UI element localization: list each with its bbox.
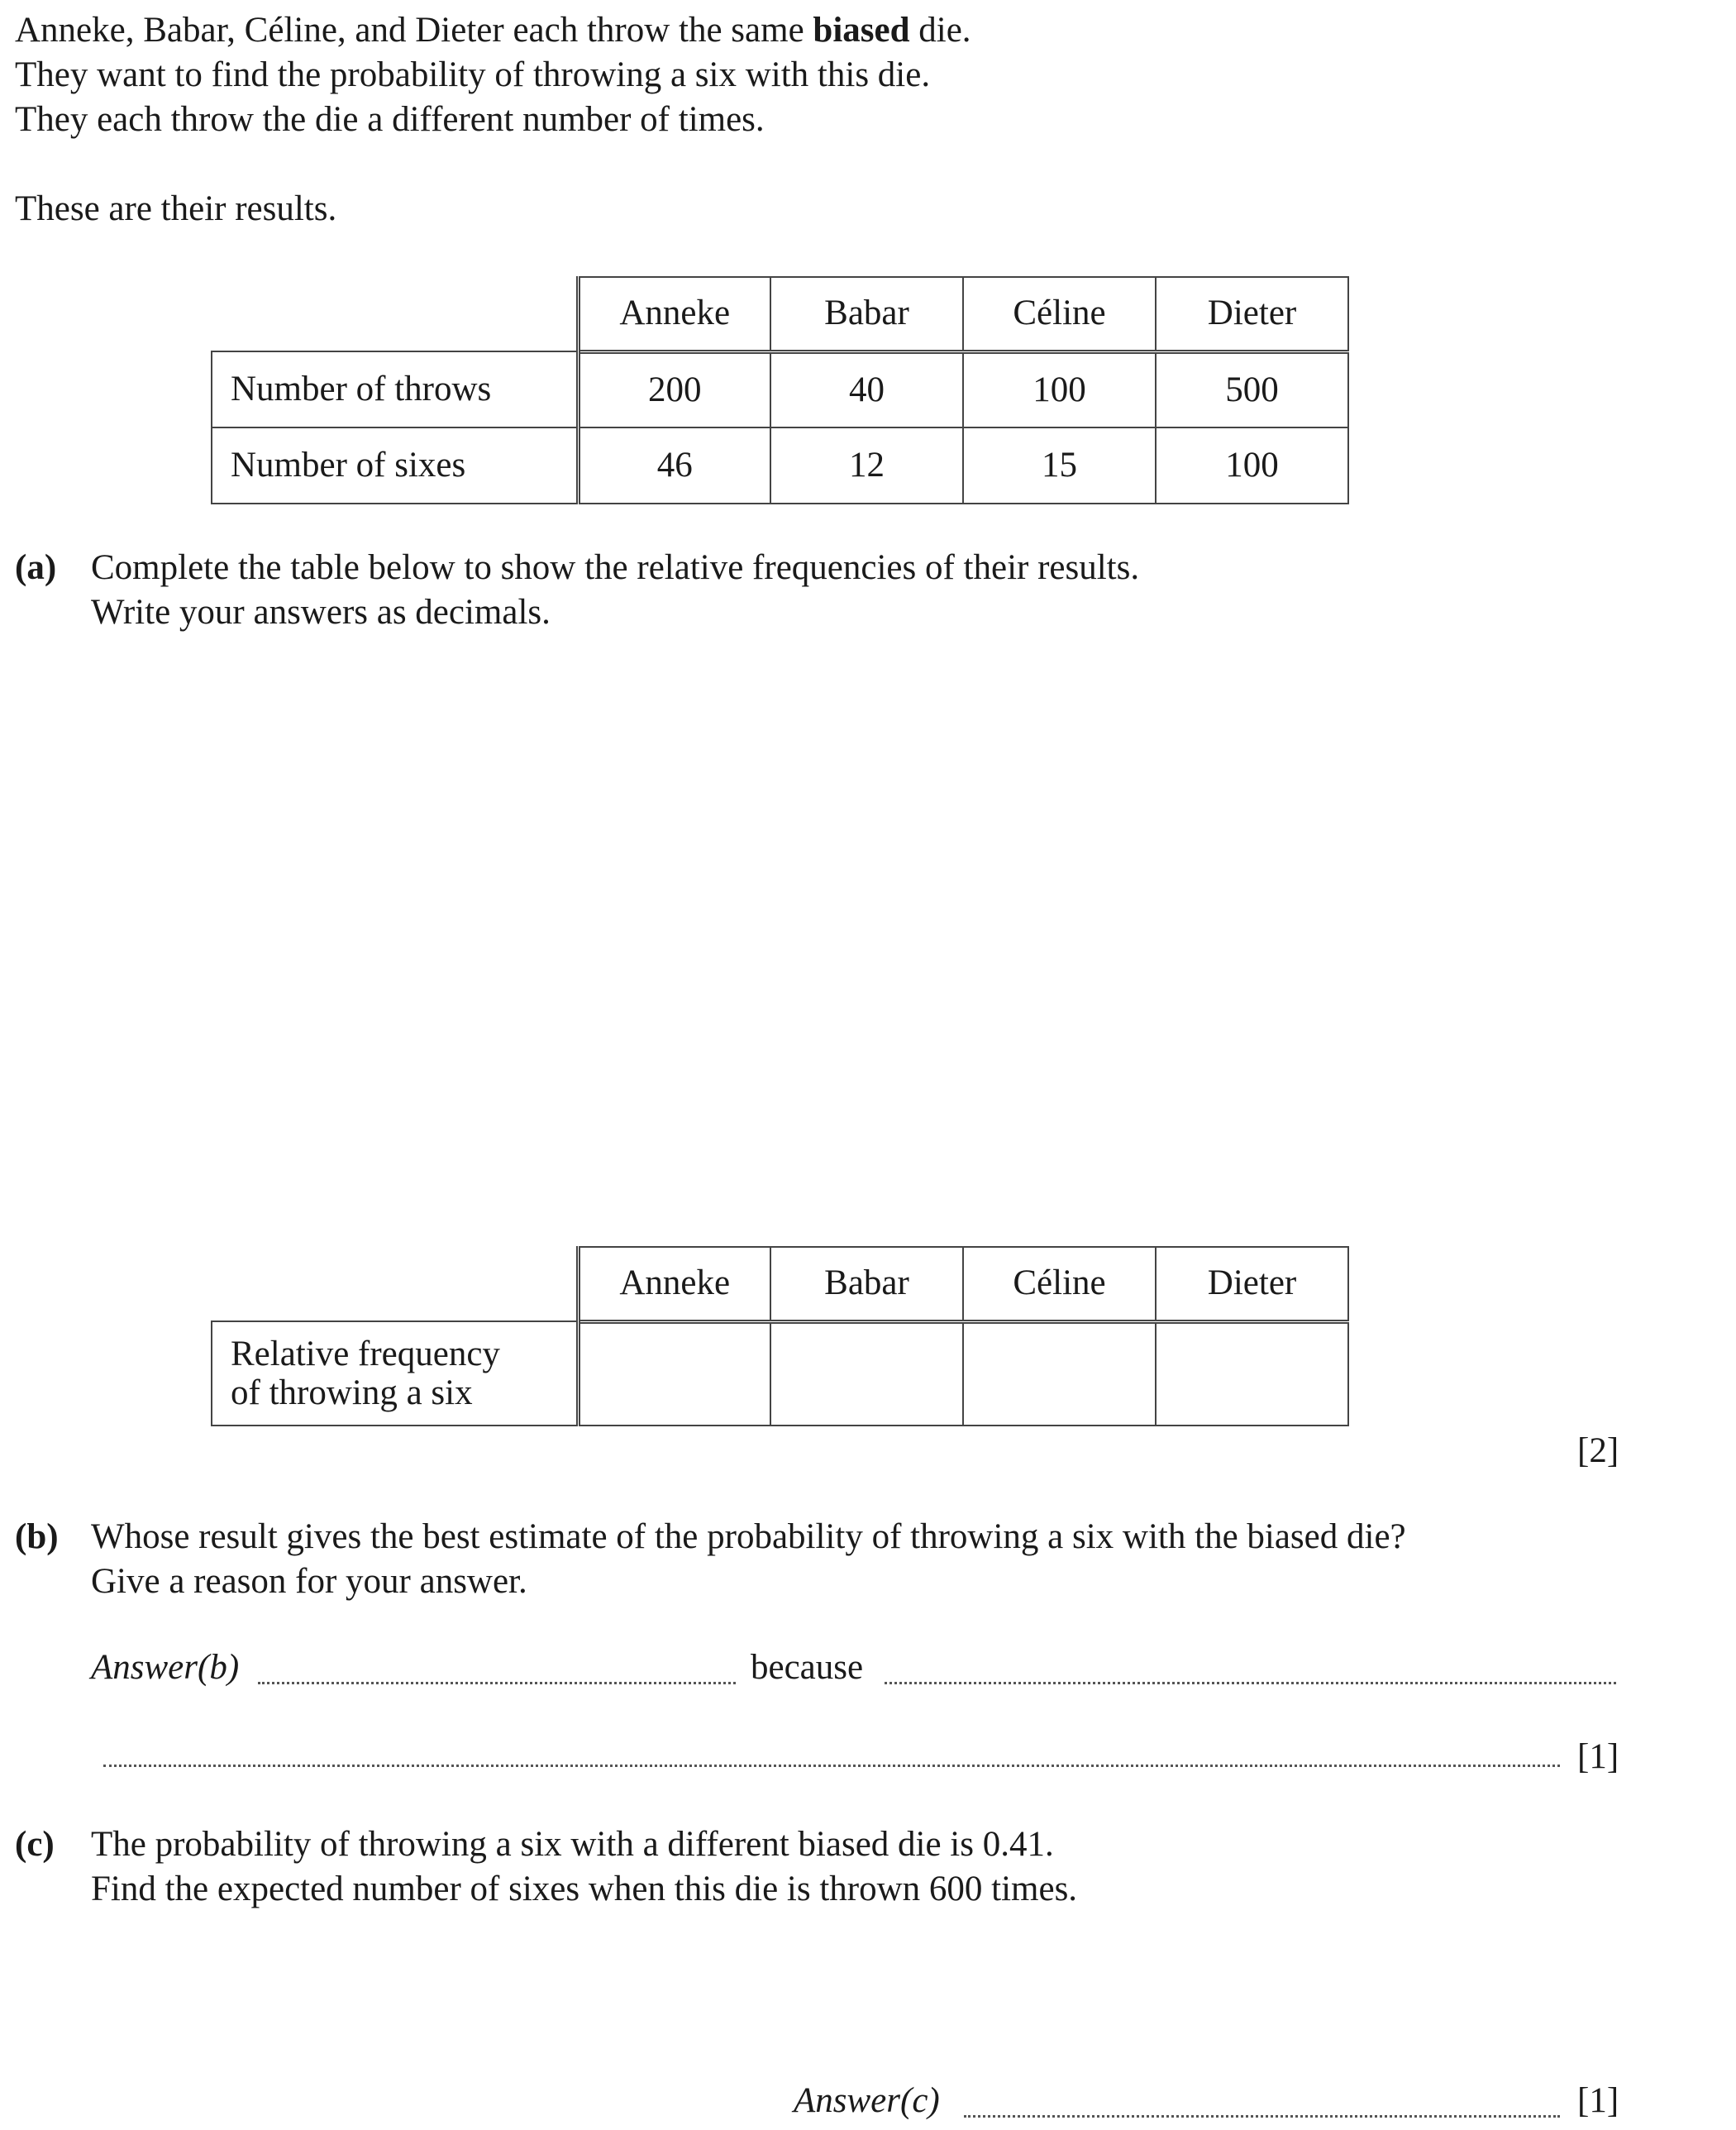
answer-cell-dieter[interactable]: [1156, 1321, 1348, 1426]
intro-line-1-pre: Anneke, Babar, Céline, and Dieter each throw the same: [15, 11, 813, 50]
results-cell: 200: [578, 351, 770, 427]
part-c-line-1: The probability of throwing a six with a different biased die is 0.41.: [91, 1825, 1054, 1864]
results-cell: 12: [770, 427, 963, 504]
results-col-header: Babar: [770, 277, 963, 351]
results-col-header: Dieter: [1156, 277, 1348, 351]
table-row: [212, 427, 1348, 504]
results-cell: 100: [963, 351, 1156, 427]
part-b-label: (b): [15, 1517, 59, 1556]
part-c-line-2: Find the expected number of sixes when this die is thrown 600 times.: [91, 1870, 1078, 1908]
results-cell: 500: [1156, 351, 1348, 427]
part-b-reason-line-2[interactable]: [103, 1765, 1560, 1767]
table-row: [212, 351, 1348, 427]
intro-line-3: They each throw the die a different number of times.: [15, 100, 765, 139]
intro-line-1-post: die.: [909, 11, 971, 50]
intro-line-1-bold: biased: [813, 11, 910, 50]
part-c-answer-label: Answer(c): [794, 2081, 940, 2120]
results-col-header: Céline: [963, 277, 1156, 351]
relative-col-header: Babar: [770, 1247, 963, 1321]
relative-row-label-line-2: of throwing a six: [231, 1373, 473, 1412]
part-b-answer-name-line[interactable]: [258, 1682, 736, 1684]
part-b-line-1: Whose result gives the best estimate of the probability of throwing a six with the biased die?: [91, 1517, 1406, 1556]
relative-col-header: Céline: [963, 1247, 1156, 1321]
answer-cell-celine[interactable]: [963, 1321, 1156, 1426]
relative-col-header: Anneke: [578, 1247, 770, 1321]
relative-table-corner: [212, 1247, 578, 1321]
relative-col-header: Dieter: [1156, 1247, 1348, 1321]
results-cell: 46: [578, 427, 770, 504]
intro-line-2: They want to find the probability of throwing a six with this die.: [15, 55, 931, 94]
results-table: [211, 276, 1349, 504]
part-b-because: because: [751, 1648, 864, 1687]
part-c-marks: [1]: [1577, 2081, 1619, 2120]
results-row-label: Number of sixes: [212, 427, 578, 504]
part-b-reason-line-1[interactable]: [885, 1682, 1616, 1684]
part-b-answer-label: Answer(b): [91, 1648, 240, 1687]
relative-row-label-line-1: Relative frequency: [231, 1335, 500, 1373]
intro-line-1: [15, 8, 971, 52]
part-a-line-1: Complete the table below to show the relative frequencies of their results.: [91, 548, 1140, 587]
part-a-label: (a): [15, 548, 57, 587]
results-cell: 100: [1156, 427, 1348, 504]
intro-line-4: These are their results.: [15, 189, 337, 228]
results-row-label: Number of throws: [212, 351, 578, 427]
part-c-answer-line[interactable]: [964, 2115, 1560, 2118]
results-cell: 15: [963, 427, 1156, 504]
relative-frequency-table: [211, 1246, 1349, 1426]
part-a-line-2: Write your answers as decimals.: [91, 593, 551, 632]
results-col-header: Anneke: [578, 277, 770, 351]
answer-cell-anneke[interactable]: [578, 1321, 770, 1426]
results-table-corner: [212, 277, 578, 351]
part-b-marks: [1]: [1577, 1737, 1619, 1776]
table-row: [212, 1321, 1348, 1426]
part-b-line-2: Give a reason for your answer.: [91, 1562, 527, 1601]
part-c-label: (c): [15, 1825, 55, 1864]
answer-cell-babar[interactable]: [770, 1321, 963, 1426]
results-cell: 40: [770, 351, 963, 427]
part-a-marks: [2]: [1577, 1431, 1619, 1470]
relative-row-label: [212, 1321, 578, 1426]
